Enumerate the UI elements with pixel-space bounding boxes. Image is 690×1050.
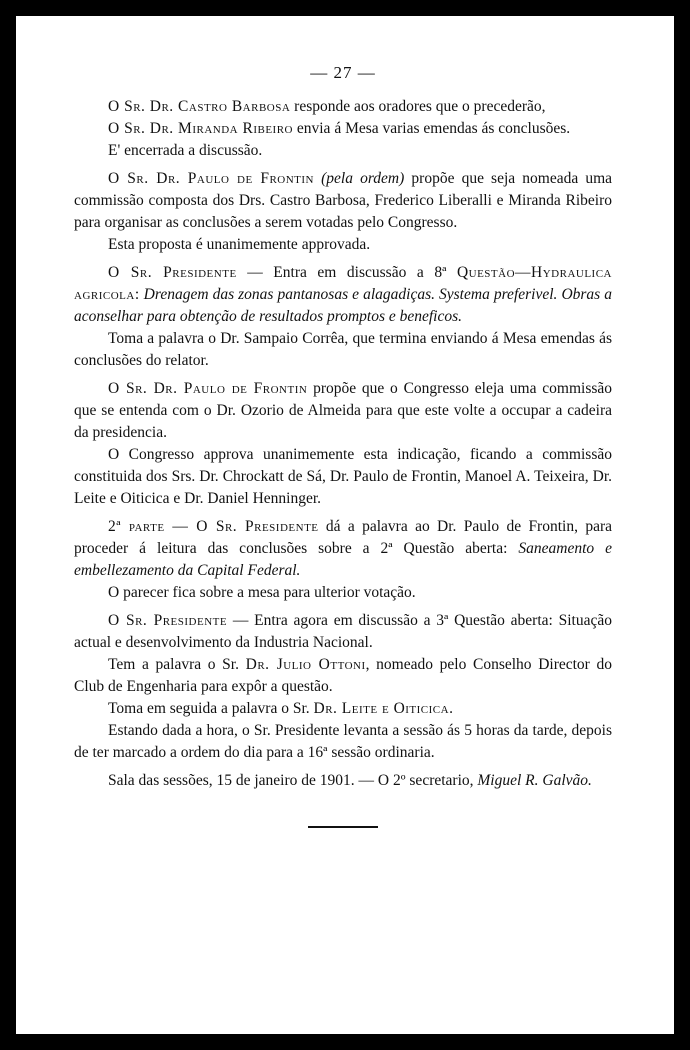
speaker-name: Dr. Julio Ottoni [245, 656, 366, 673]
paragraph-text: envia á Mesa varias emendas ás conclusões. [293, 120, 571, 137]
paragraph-question-8 [74, 262, 612, 328]
paragraph-text: — Entra em discussão a 8ª [236, 264, 457, 281]
speaker-name: O Sr. Dr. Miranda Ribeiro [108, 120, 293, 137]
paragraph-text: Estando dada a hora, o Sr. Presidente levanta a sessão ás 5 horas da tarde, depois de ter marcado a ordem do dia para a 16ª sessão ordinaria. [74, 722, 612, 761]
paragraph-text: Toma a palavra o Dr. Sampaio Corrêa, que termina enviando á Mesa emendas ás conclusões do relator. [74, 330, 612, 369]
paragraph-session-closed [74, 720, 612, 764]
document-page [74, 62, 612, 828]
question-title: Questão—Hydraulica agricola: [74, 264, 613, 303]
closing-rule [308, 826, 378, 828]
speaker-name: 2ª parte — O Sr. Presidente [108, 518, 319, 535]
paragraph-italic: Drenagem das zonas pantanosas e alagadiças. Systema preferivel. Obras a aconselhar para obtenção de resultados promptos e beneficos. [74, 286, 612, 325]
paragraph-text: responde aos oradores que o precederão, [290, 98, 546, 115]
paragraph-text: O Congresso approva unanimemente esta indicação, ficando a commissão constituida dos Srs. Dr. Chrockatt de Sá, Dr. Paulo de Frontin, Manoel A. Teixeira, Dr. Leite e Oiticica e Dr. Daniel Henninger. [74, 446, 612, 507]
paragraph-text: Tem a palavra o Sr. [108, 656, 246, 673]
speaker-name: O Sr. Presidente [108, 264, 237, 281]
paragraph-discussion-closed [74, 140, 612, 162]
page-number: — 27 — [310, 63, 376, 82]
speaker-name: Dr. Leite e Oiticica. [313, 700, 454, 717]
paragraph-text: propõe que o Congresso eleja uma commissão que se entenda com o Dr. Ozorio de Almeida para que este volte a occupar a cadeira da presidencia. [74, 380, 613, 441]
paragraph-text: Esta proposta é unanimemente approvada. [108, 236, 371, 253]
paragraph-question-3 [74, 610, 612, 654]
speaker-name: O Sr. Dr. Castro Barbosa [108, 98, 291, 115]
paragraph-sampaio-correa [74, 328, 612, 372]
paragraph-text: dá a palavra ao Dr. Paulo de Frontin, para proceder á leitura das conclusões sobre a 2ª Questão aberta: [74, 518, 612, 557]
paragraph-text: Sala das sessões, 15 de janeiro de 1901. — O 2º secretario, [108, 772, 474, 789]
paragraph-italic: (pela ordem) [314, 170, 405, 187]
paragraph-approved [74, 234, 612, 256]
paragraph-signature [74, 770, 612, 792]
paragraph-text: E' encerrada a discussão. [108, 142, 263, 159]
speaker-name: O Sr. Presidente [108, 612, 228, 629]
paragraph-text-2: , nomeado pelo Conselho Director do Club de Engenharia para expôr a questão. [74, 656, 612, 695]
paragraph-commission-members [74, 444, 612, 510]
paragraph-frontin-proposal [74, 168, 612, 234]
paragraph-second-part [74, 516, 612, 582]
paragraph-italic: Saneamento e embellezamento da Capital Federal. [74, 540, 612, 579]
paragraph-leite-oiticica [74, 698, 612, 720]
paragraph-parecer [74, 582, 612, 604]
secretary-name: Miguel R. Galvão. [473, 772, 592, 789]
paragraph-frontin-commission [74, 378, 612, 444]
paragraph-text: — Entra agora em discussão a 3ª Questão aberta: Situação actual e desenvolvimento da Industria Nacional. [74, 612, 612, 651]
paragraph-text: propõe que seja nomeada uma commissão composta dos Drs. Castro Barbosa, Frederico Liberalli e Miranda Ribeiro para organisar as conclusões a serem votadas pelo Congresso. [74, 170, 613, 231]
paragraph-castro-barbosa [74, 96, 612, 118]
paragraph-text: Toma em seguida a palavra o Sr. [108, 700, 314, 717]
speaker-name: O Sr. Dr. Paulo de Frontin [108, 380, 308, 397]
paragraph-miranda-ribeiro [74, 118, 612, 140]
paragraph-julio-ottoni [74, 654, 612, 698]
paragraph-text: O parecer fica sobre a mesa para ulterior votação. [108, 584, 416, 601]
speaker-name: O Sr. Dr. Paulo de Frontin [108, 170, 315, 187]
